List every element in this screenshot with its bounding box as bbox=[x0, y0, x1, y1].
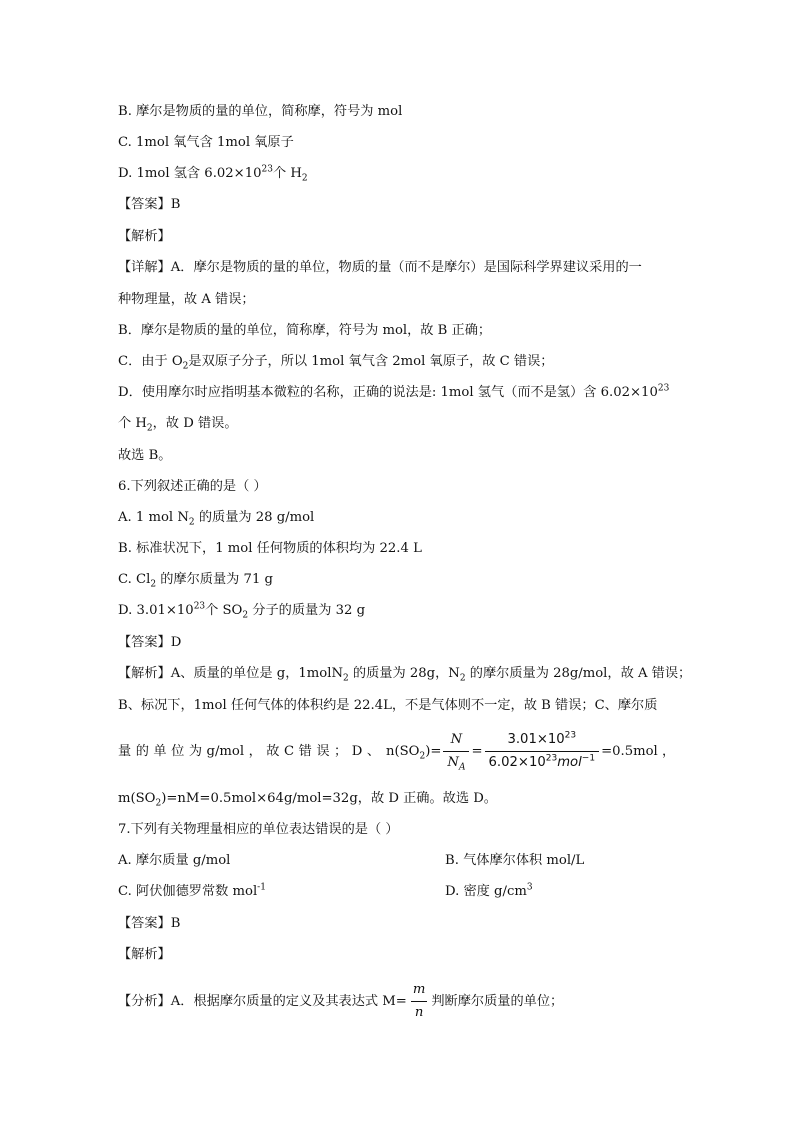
analysis-6-line3-word: 错 bbox=[298, 743, 312, 759]
analysis-6-line3-word: 误 bbox=[316, 743, 330, 759]
analysis-6-line4: $m(SO_2)=nM=0.5mol\times 64g/mol=32g$，故 D 正确。故选 D。 bbox=[118, 791, 497, 809]
q6-option-c: C. $Cl_2$ 的摩尔质量为 71 g bbox=[118, 572, 273, 590]
analysis-6-line3-word: C bbox=[284, 743, 295, 759]
analysis-6-line3-word: ， bbox=[248, 743, 262, 759]
fraction-m-over-n: $\frac{m}{n}$ bbox=[409, 980, 430, 1023]
q7-option-a: A. 摩尔质量 g/mol bbox=[118, 853, 231, 868]
detail-b: B．摩尔是物质的量的单位，简称摩，符号为 mol，故 B 正确； bbox=[118, 323, 492, 338]
analysis-6-line3-word: 单 bbox=[153, 743, 167, 759]
analysis-6-line3-word: ； bbox=[334, 743, 348, 759]
analysis-6-line3-word: 的 bbox=[135, 743, 149, 759]
detail-a: 【详解】A．摩尔是物质的量的单位，物质的量（而不是摩尔）是国际科学界建议采用的一 bbox=[118, 260, 642, 275]
q6-option-d: D. $3.01\times 10^{23}$个 $SO_2$ 分子的质量为 32 g bbox=[118, 601, 366, 621]
analysis-6-line2: B、标况下，1mol 任何气体的体积约是 22.4L，不是气体则不一定，故 B 错误；C、摩尔质 bbox=[118, 698, 658, 713]
fraction-value: $\frac{3.01\times 10^{23}}{6.02\times 10^{23}mol^{-1}}$ bbox=[485, 730, 600, 773]
analysis-heading-7: 【解析】 bbox=[118, 947, 171, 962]
option-b: B. 摩尔是物质的量的单位，简称摩，符号为 mol bbox=[118, 104, 403, 119]
detail-a-cont: 种物理量，故 A 错误； bbox=[118, 292, 255, 307]
analysis-6-line3-word: 、 bbox=[366, 743, 380, 759]
q7-option-b: B. 气体摩尔体积 mol/L bbox=[445, 853, 585, 868]
q7-option-d: D. 密度 $g/cm^3$ bbox=[445, 882, 533, 899]
analysis-6-line3: 量 的 单 位 为 g/mol ， 故 C 错 误 ； D 、 $n(SO_2)=$ $\frac{N}{N_A}$ = $\frac{3.01\times 10^{23}}{6.02\times 10^{23}mol^{-1}}$ =0.5mol ， bbox=[118, 730, 676, 773]
q7-option-c: C. 阿伏伽德罗常数 mol$^{-1}$ bbox=[118, 882, 266, 899]
question-6: 6.下列叙述正确的是（ ） bbox=[118, 479, 267, 494]
option-c: C. 1mol 氧气含 1mol 氧原子 bbox=[118, 135, 294, 150]
option-d: D. 1mol 氢含 $6.02\times 10^{23}$个 $H_2$ bbox=[118, 164, 308, 184]
q6-option-b: B. 标准状况下，1 mol 任何物质的体积均为 22.4 L bbox=[118, 541, 422, 556]
detail-d-cont: 个 $H_2$，故 D 错误。 bbox=[118, 416, 238, 434]
analysis-6-line3-word: D bbox=[351, 743, 363, 759]
analysis-6-line3-word: g/mol bbox=[206, 743, 245, 759]
analysis-6-line3-word: 位 bbox=[171, 743, 185, 759]
answer-5: 【答案】B bbox=[118, 197, 181, 212]
conclusion-5: 故选 B。 bbox=[118, 448, 172, 463]
analysis-7-a: 【分析】A．根据摩尔质量的定义及其表达式 M= $\frac{m}{n}$ 判断摩尔质量的单位； bbox=[118, 980, 563, 1023]
fraction-n-over-na: $\frac{N}{N_A}$ bbox=[443, 730, 469, 773]
analysis-6-line3-words bbox=[118, 742, 380, 762]
analysis-6-line3-word: 量 bbox=[118, 743, 132, 759]
analysis-heading-5: 【解析】 bbox=[118, 229, 171, 244]
detail-d: D．使用摩尔时应指明基本微粒的名称，正确的说法是: 1mol 氢气（而不是氢）含 $6.02\times 10^{23}$ bbox=[118, 383, 670, 400]
analysis-6-line1: 【解析】A、质量的单位是 g，1molN$_2$ 的质量为 28g，$N_2$ 的摩尔质量为 28g/mol，故 A 错误； bbox=[118, 666, 692, 684]
analysis-6-line3-word: 为 bbox=[188, 743, 202, 759]
answer-6: 【答案】D bbox=[118, 635, 182, 650]
analysis-6-line3-word: 故 bbox=[266, 743, 280, 759]
detail-c: C．由于 $O_2$是双原子分子，所以 1mol 氧气含 2mol 氧原子，故 C 错误； bbox=[118, 354, 554, 372]
n-so2: $n(SO_2)=$ bbox=[386, 743, 442, 762]
question-7: 7.下列有关物理量相应的单位表达错误的是（ ） bbox=[118, 822, 399, 837]
q6-option-a: A. 1 mol $N_2$ 的质量为 28 g/mol bbox=[118, 510, 315, 528]
answer-7: 【答案】B bbox=[118, 916, 181, 931]
